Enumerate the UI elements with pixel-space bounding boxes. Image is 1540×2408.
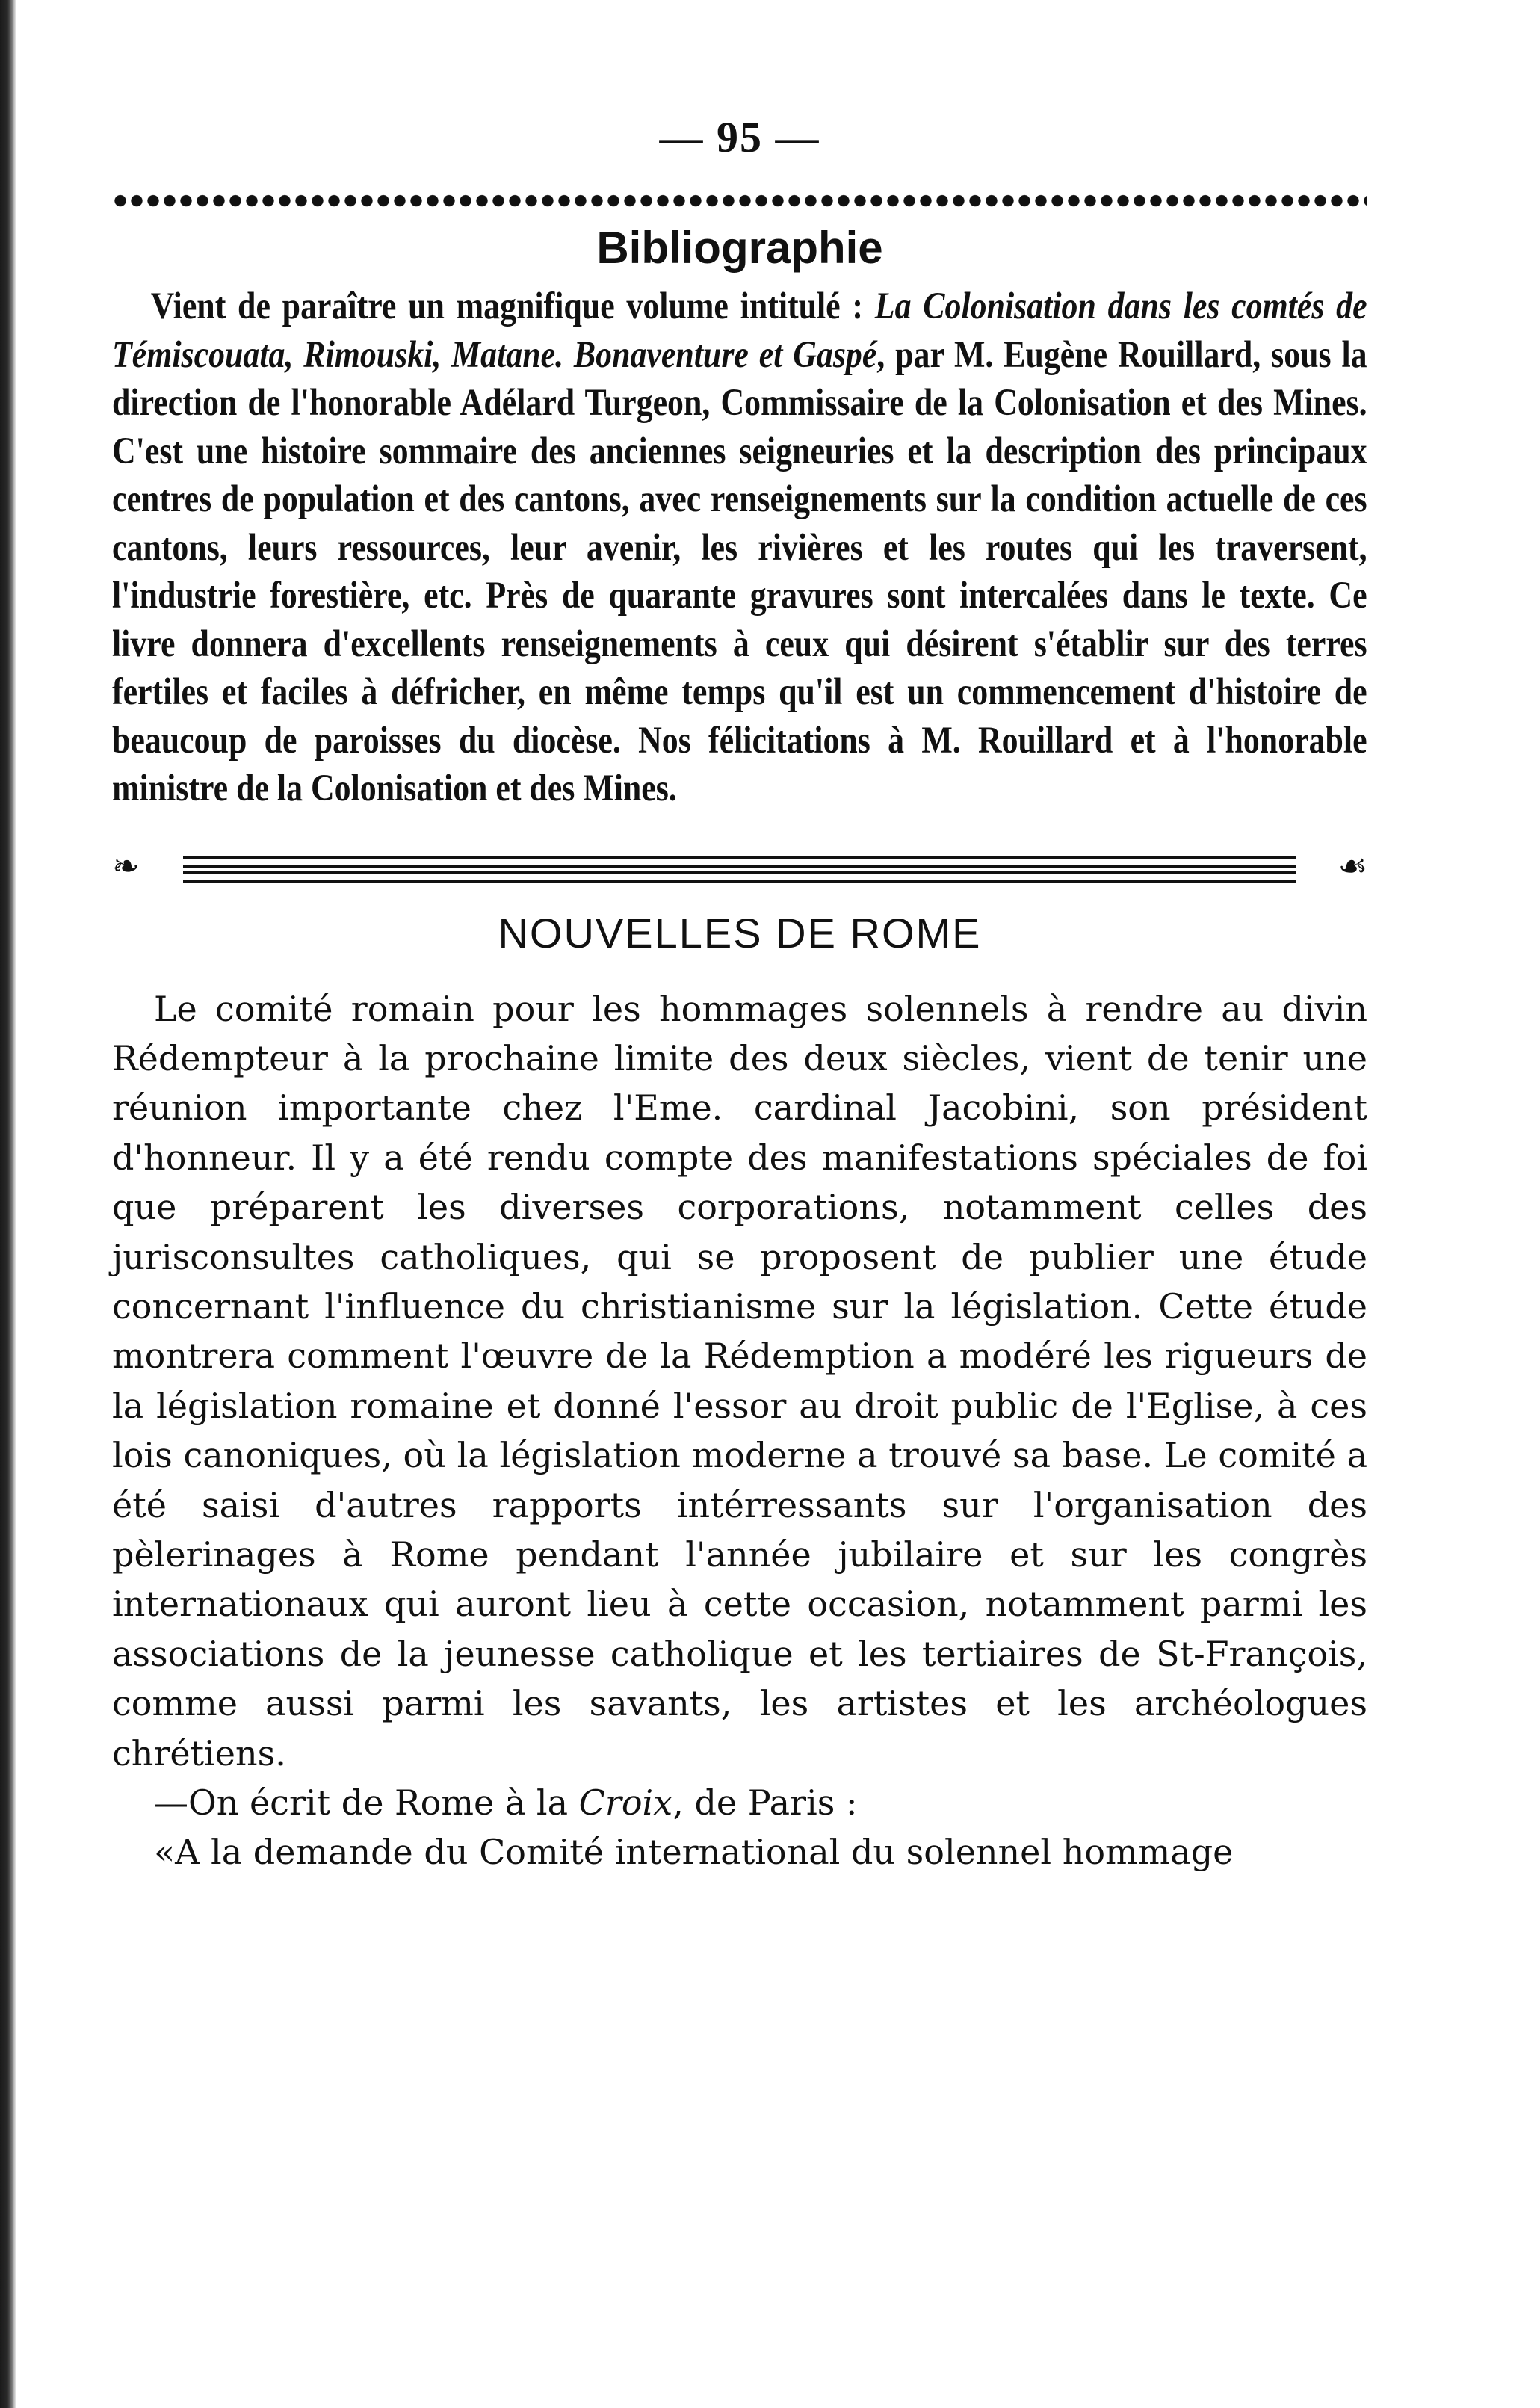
bibliographie-paragraph [112, 283, 1367, 813]
nouvelles-paragraph-3: «A la demande du Comité international du solennel hommage [154, 1832, 1234, 1873]
flourish-right-icon: ☙ [1338, 847, 1367, 886]
bibliographie-heading: Bibliographie [596, 223, 883, 273]
nouvelles-paragraph-2 [112, 1778, 1367, 1827]
paragraph-2-intro: —On écrit de Rome à la [154, 1782, 579, 1823]
bibliographie-text-body: , par M. Eugène Rouillard, sous la direction de l'honorable Adélard Turgeon, Commissaire de la Colonisation et des Mines. C'est une histoire sommaire des anciennes seigneuries et la description des principaux centres de population et des cantons, avec renseignements sur la condition actuelle de ces cantons, leurs ressources, leur avenir, les rivières et les routes qui les traversent, l'industrie forestière, etc. Près de quarante gravures sont intercalées dans le texte. Ce livre donnera d'excellents renseignements à ceux qui désirent s'établir sur des terres fertiles et faciles à défricher, en même temps qu'il est un commencement d'histoire de beaucoup de paroisses du diocèse. Nos félicitations à M. Rouillard et à l'honorable ministre de la Colonisation et des Mines. [112, 333, 1367, 809]
ornamental-border [112, 189, 1367, 209]
paragraph-2-end: , de Paris : [672, 1782, 858, 1823]
newspaper-title: Croix [578, 1782, 673, 1823]
nouvelles-paragraph-1: Le comité romain pour les hommages solennels à rendre au divin Rédempteur à la prochaine limite des deux siècles, vient de tenir une réunion importante chez l'Eme. cardinal Jacobini, son président d'honneur. Il y a été rendu compte des manifestations spéciales de foi que préparent les diverses corporations, notamment celles des jurisconsultes catholiques, qui se proposent de publier une étude concernant l'influence du christianisme sur la législation. Cette étude montrera comment l'œuvre de la Rédemption a modéré les rigueurs de la législation romaine et donné l'essor au droit public de l'Eglise, à ces lois canoniques, où la législation moderne a trouvé sa base. Le comité a été saisi d'autres rapports intérressants sur l'organisation des pèlerinages à Rome pendant l'année jubilaire et sur les congrès internationaux qui auront lieu à cette occasion, notamment parmi les associations de la jeunesse catholique et les tertiaires de St-François, comme aussi parmi les savants, les artistes et les archéologues chrétiens. [112, 988, 1367, 1773]
page-number: — 95 — [659, 113, 820, 161]
section-divider [112, 846, 1367, 888]
bibliographie-text-intro: Vient de paraître un magnifique volume intitulé : [150, 285, 875, 327]
flourish-left-icon: ❧ [112, 847, 140, 886]
divider-rule [183, 856, 1296, 883]
scan-binding-edge [0, 0, 16, 2408]
book-title: La Colonisation dans les comtés de Témiscouata, Rimouski, Matane. Bonaventure et Gaspé [112, 285, 1367, 376]
nouvelles-section [112, 984, 1367, 1877]
bibliographie-section [112, 283, 1367, 813]
nouvelles-heading: NOUVELLES DE ROME [498, 909, 982, 957]
document-page [112, 112, 1367, 1877]
